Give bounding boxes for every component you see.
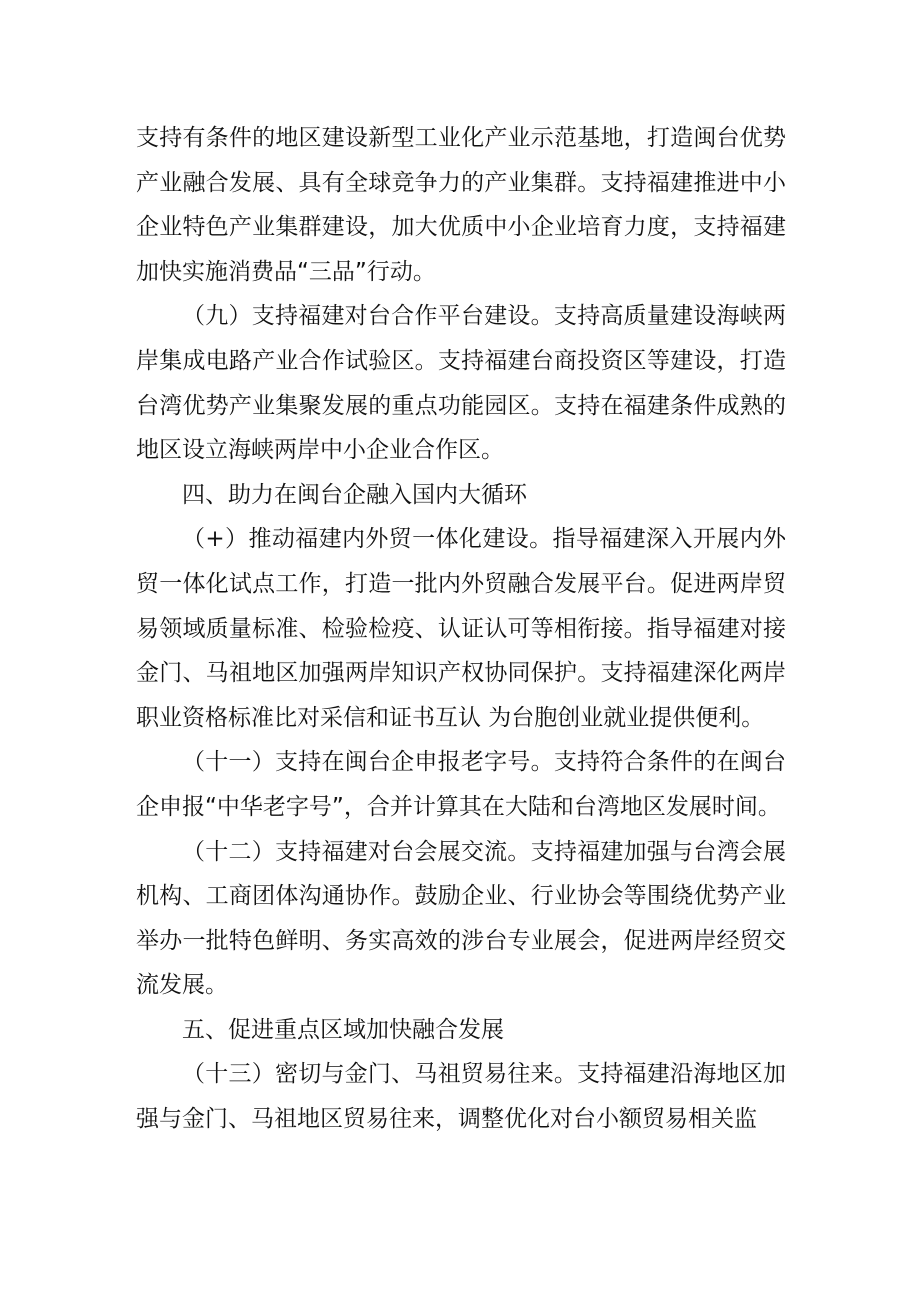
paragraph-industrial-base: 支持有条件的地区建设新型工业化产业示范基地，打造闽台优势产业融合发展、具有全球竞争力的产业集群。支持福建推进中小企业特色产业集群建设，加大优质中小企业培育力度，支持福建加快实施消费品“三品”行动。	[136, 125, 786, 285]
paragraph-trade-integration: （+）推动福建内外贸一体化建设。指导福建深入开展内外贸一体化试点工作，打造一批内外贸融合发展平台。促进两岸贸易领域质量标准、检验检疫、认证认可等相衔接。指导福建对接金门、马祖地区加强两岸知识产权协同保护。支持福建深化两岸职业资格标准比对采信和证书互认 为台胞创业就业提供便利。	[136, 526, 786, 731]
paragraph-cooperation-platform: （九）支持福建对台合作平台建设。支持高质量建设海峡两岸集成电路产业合作试验区。支持福建台商投资区等建设，打造台湾优势产业集聚发展的重点功能园区。支持在福建条件成熟的地区设立海峡两岸中小企业合作区。	[136, 303, 786, 464]
paragraph-exhibition-exchange: （十二）支持福建对台会展交流。支持福建加强与台湾会展机构、工商团体沟通协作。鼓励企业、行业协会等围绕优势产业举办一批特色鲜明、务实高效的涉台专业展会，促进两岸经贸交流发展。	[136, 838, 786, 999]
paragraph-time-honored-brands: （十一）支持在闽台企申报老字号。支持符合条件的在闽台企申报“中华老字号”，合并计算其在大陆和台湾地区发展时间。	[136, 749, 786, 820]
section-heading-regional-integration: 五、促进重点区域加快融合发展	[182, 1016, 504, 1043]
document-body	[136, 116, 786, 1142]
paragraph-kinmen-matsu-trade: （十三）密切与金门、马祖贸易往来。支持福建沿海地区加强与金门、马祖地区贸易往来，调整优化对台小额贸易相关监	[136, 1061, 786, 1133]
section-heading-domestic-circulation: 四、助力在闽台企融入国内大循环	[182, 481, 527, 508]
